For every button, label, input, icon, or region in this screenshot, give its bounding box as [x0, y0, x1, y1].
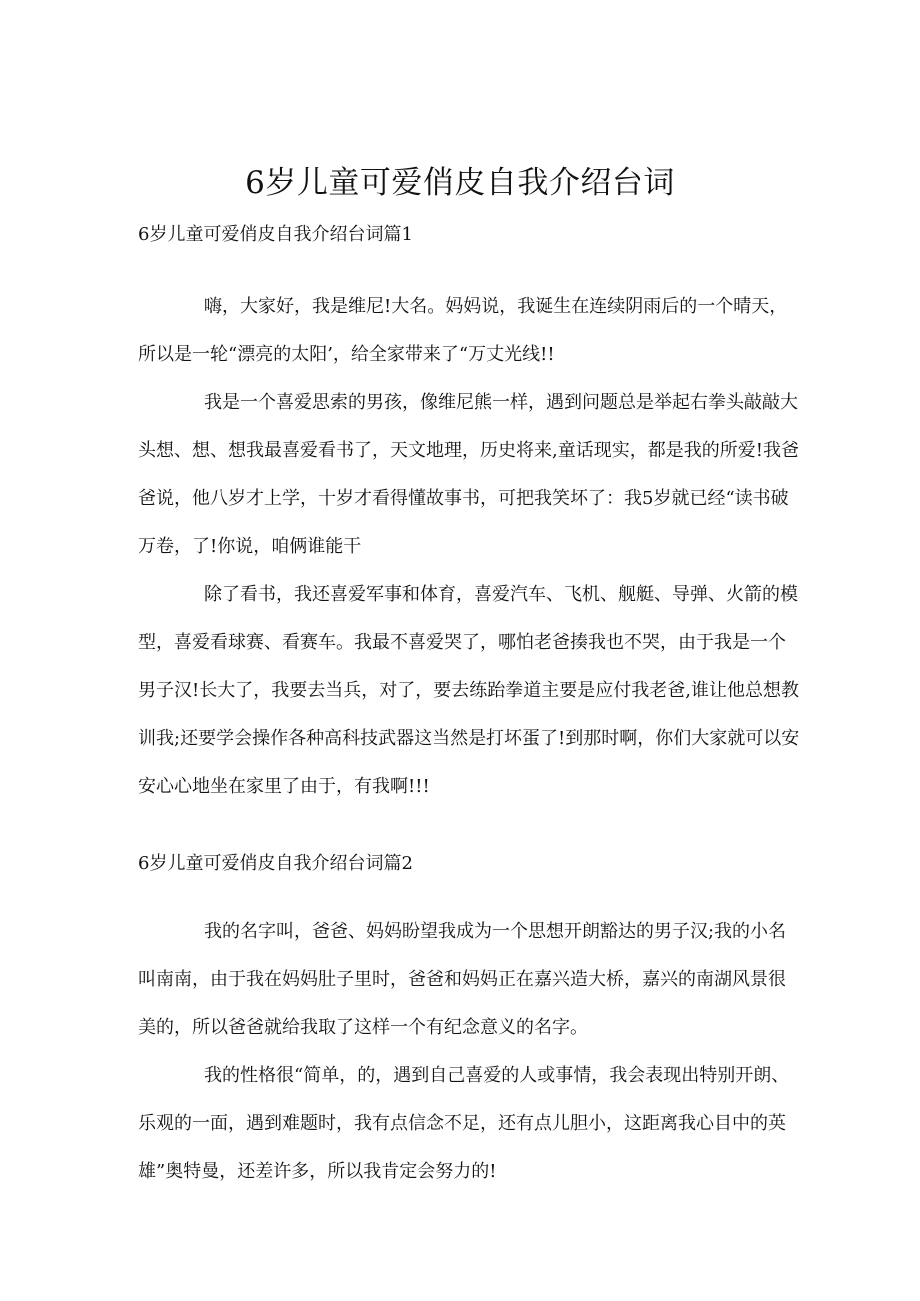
paragraph-2-1: 我的名字叫，爸爸、妈妈盼望我成为一个思想开朗豁达的男子汉;我的小名叫南南，由于我在妈妈肚子里时，爸爸和妈妈正在嘉兴造大桥，嘉兴的南湖风景很美的，所以爸爸就给我取了这样一个有纪念意义的名字。 — [138, 921, 787, 1038]
section-heading-1: 6岁儿童可爱俏皮自我介绍台词篇1 — [138, 224, 413, 245]
paragraph-1-2: 我是一个喜爱思索的男孩，像维尼熊一样，遇到问题总是举起右拳头敲敲大头想、想、想我最喜爱看书了，天文地理，历史将来,童话现实，都是我的所爱!我爸爸说，他八岁才上学，十岁才看得懂故事书，可把我笑坏了：我5岁就已经“读书破万卷，了!你说，咱俩谁能干 — [138, 392, 799, 557]
paragraph-1-1: 嗨，大家好，我是维尼!大名。妈妈说，我诞生在连续阴雨后的一个晴天，所以是一轮“漂亮的太阳’，给全家带来了“万丈光线!! — [138, 296, 788, 365]
section-heading-2: 6岁儿童可爱俏皮自我介绍台词篇2 — [138, 853, 413, 874]
paragraph-1-3: 除了看书，我还喜爱军事和体育，喜爱汽车、飞机、舰艇、导弹、火箭的模型，喜爱看球赛、看赛车。我最不喜爱哭了，哪怕老爸揍我也不哭，由于我是一个男子汉!长大了，我要去当兵，对了，要去练跆拳道主要是应付我老爸,谁让他总想教训我;还要学会操作各种高科技武器这当然是打坏蛋了!到那时啊，你们大家就可以安安心心地坐在家里了由于，有我啊!!! — [138, 584, 800, 797]
page-title: 6岁儿童可爱俏皮自我介绍台词 — [245, 164, 675, 201]
paragraph-2-2: 我的性格很“简单，的，遇到自己喜爱的人或事情，我会表现出特别开朗、乐观的一面，遇到难题时，我有点信念不足，还有点儿胆小，这距离我心目中的英雄”奥特曼，还差许多，所以我肯定会努力的! — [138, 1065, 790, 1182]
